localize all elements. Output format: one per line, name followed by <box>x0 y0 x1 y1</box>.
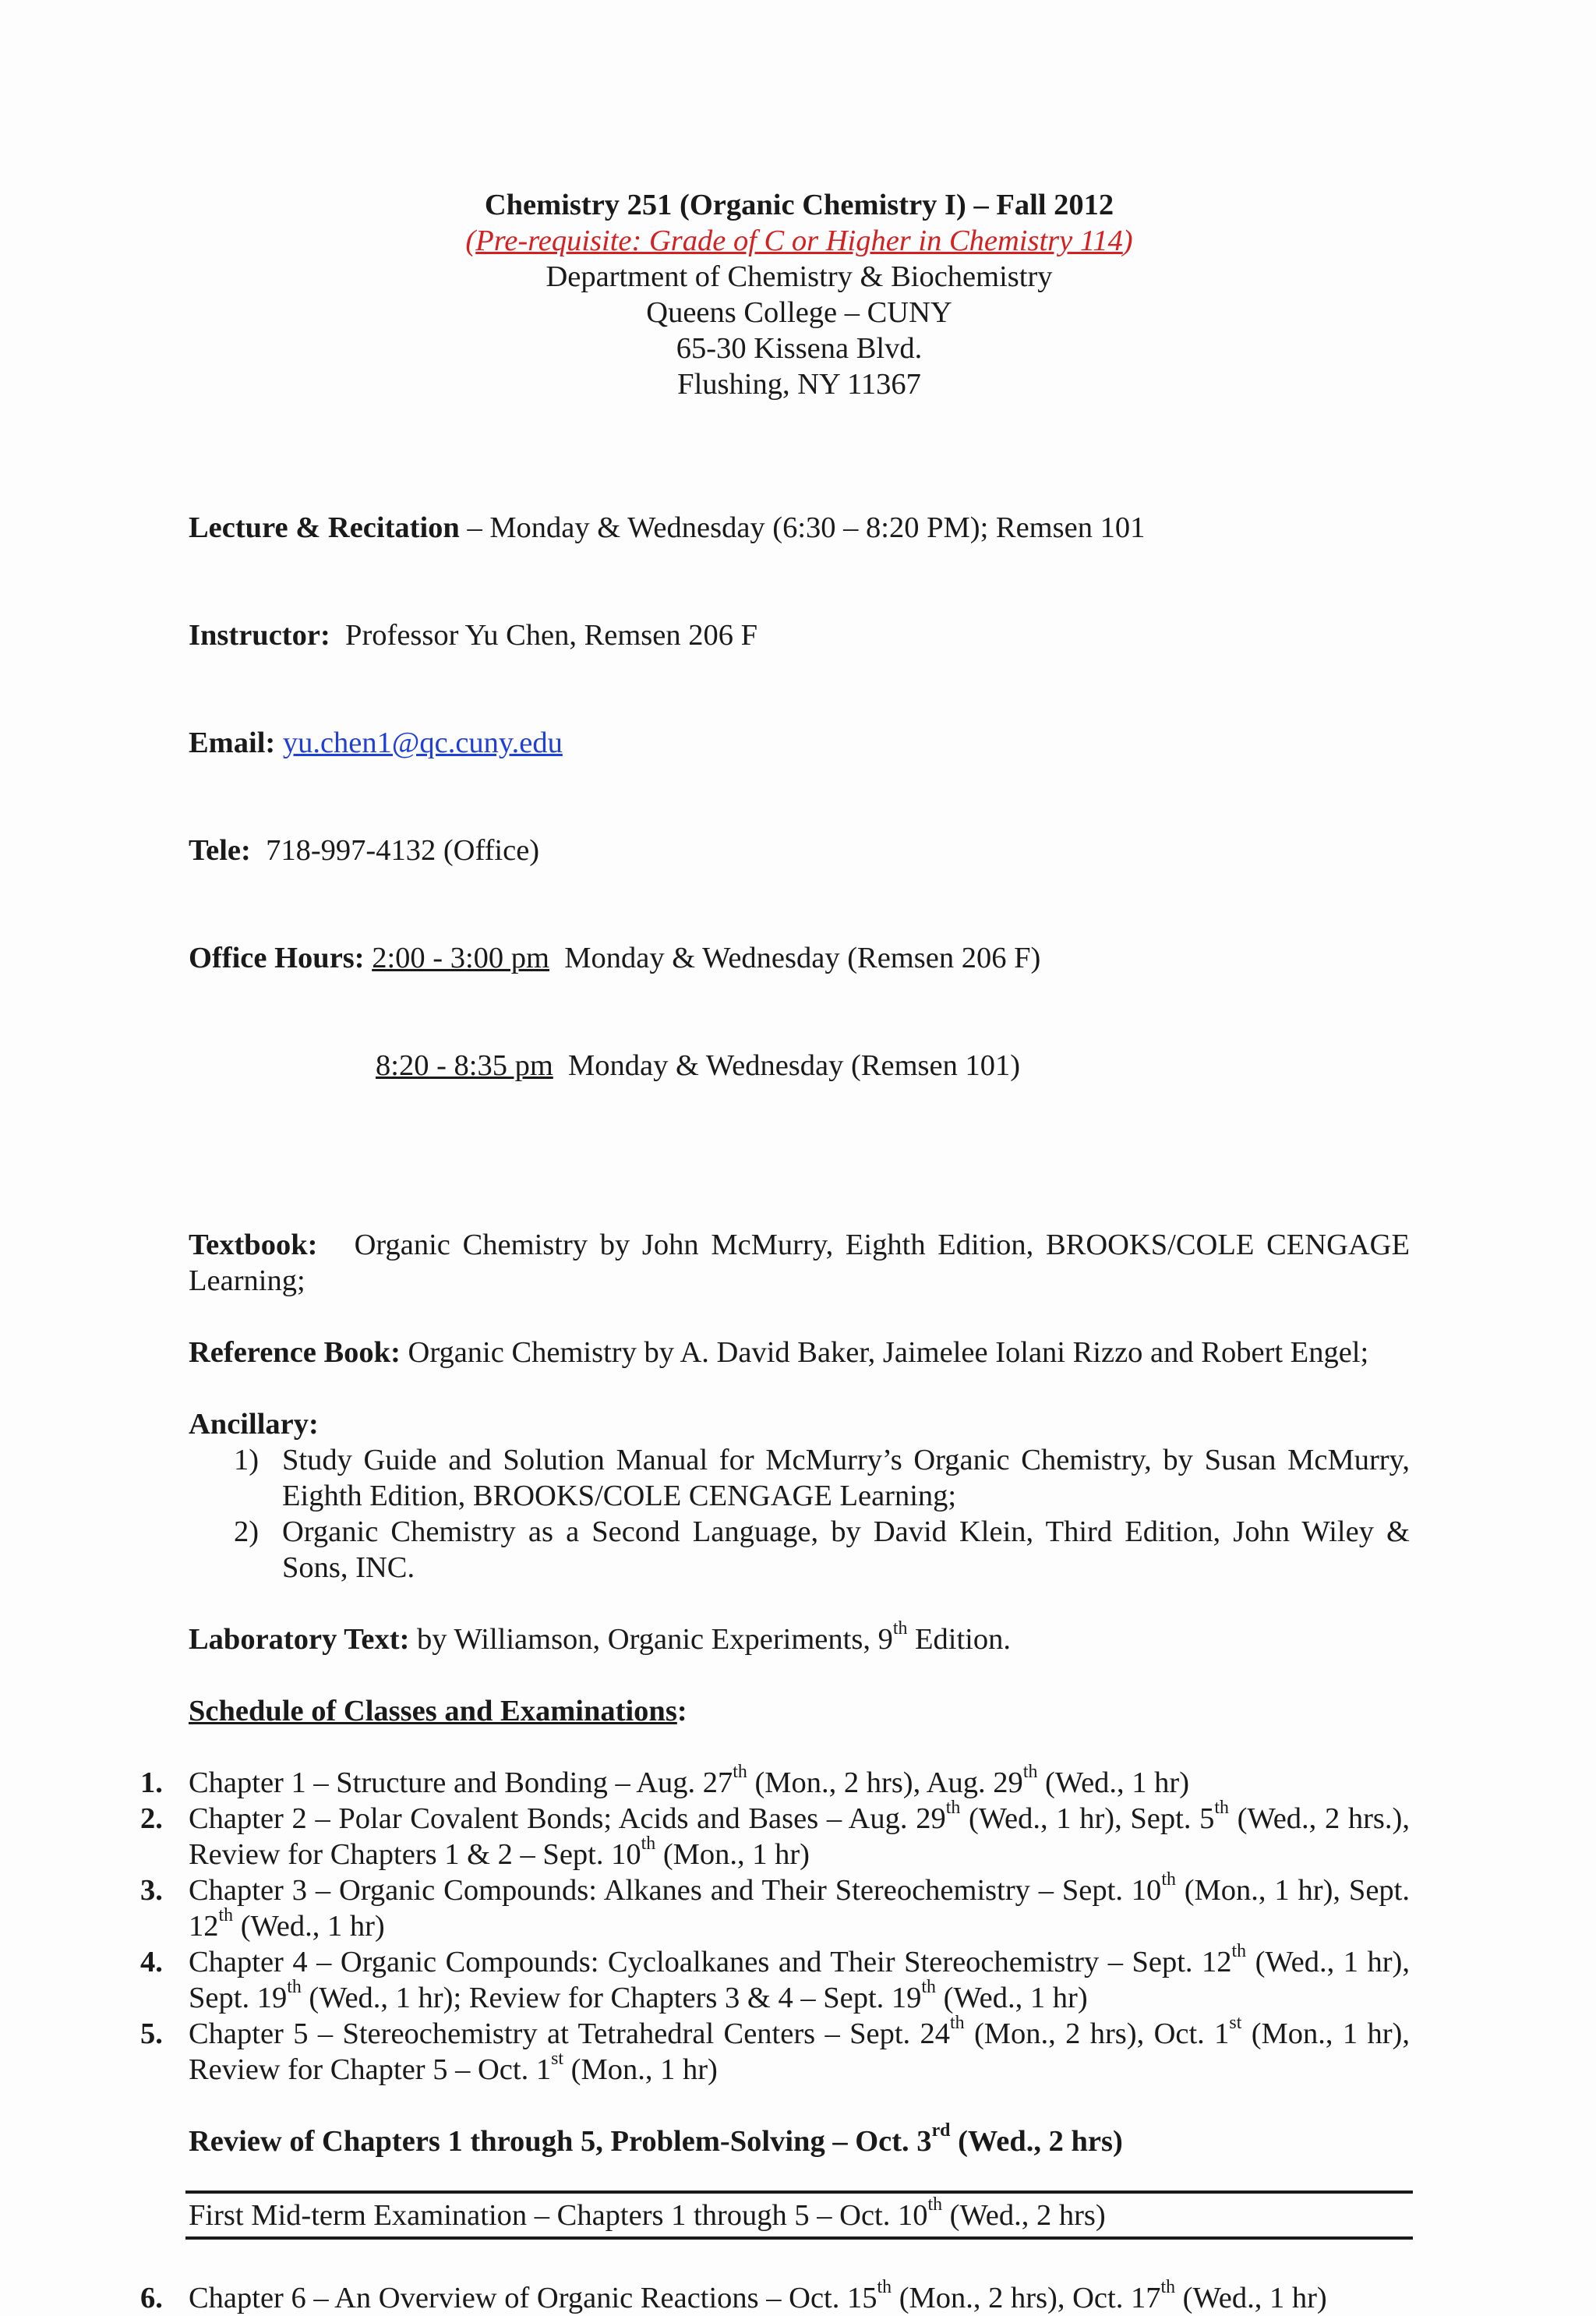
address-college: Queens College – CUNY <box>646 296 952 329</box>
reference-paragraph <box>189 1335 1410 1370</box>
list-item-text: Organic Chemistry as a Second Language, by David Klein, Third Edition, John Wiley & Sons, INC. <box>282 1515 1410 1584</box>
prerequisite-text: Pre-requisite: Grade of C or Higher in Chemistry 114 <box>475 225 1123 257</box>
schedule-item-text: (Wed., 1 hr) <box>233 1910 385 1943</box>
course-header <box>189 187 1410 402</box>
schedule-item-number: 1. <box>140 1766 163 1799</box>
schedule-list <box>140 1761 1410 2088</box>
spacer <box>189 2088 1410 2123</box>
schedule-item-text: Chapter 5 – Stereochemistry at Tetrahedral Centers – Sept. 24 <box>189 2017 951 2050</box>
schedule-item-text: (Mon., 1 hr) <box>563 2053 718 2086</box>
lecture-label: Lecture & Recitation <box>189 511 460 544</box>
superscript: th <box>877 2276 892 2297</box>
exam-text-end: (Wed., 2 hrs) <box>942 2199 1106 2232</box>
schedule-item-text: (Wed., 1 hr) <box>1175 2282 1327 2314</box>
schedule-item <box>140 2012 1410 2088</box>
reference-label: Reference Book: <box>189 1336 401 1369</box>
superscript: th <box>1161 1869 1176 1890</box>
exam-text: First Mid-term Examination – Chapters 1 through 5 – Oct. 10 <box>189 2199 928 2232</box>
textbook-paragraph <box>189 1227 1410 1299</box>
schedule-heading <box>189 1693 1410 1729</box>
schedule-item-text: (Wed., 2 hrs.), Review for Chapters 1 & 2 – Sept. 10 <box>189 1802 1410 1871</box>
schedule-item-number: 2. <box>140 1802 163 1835</box>
schedule-item-text: (Mon., 2 hrs), Oct. 1 <box>964 2017 1230 2050</box>
office-hours-label: Office Hours: <box>189 942 365 974</box>
schedule-heading-text: Schedule of Classes and Examinations <box>189 1695 677 1727</box>
lab-label: Laboratory Text: <box>189 1623 410 1656</box>
lab-value-end: Edition. <box>907 1623 1011 1656</box>
ancillary-list <box>189 1442 1410 1586</box>
lab-text-line <box>189 1618 1410 1657</box>
superscript: th <box>950 2012 965 2033</box>
lecture-value: – Monday & Wednesday (6:30 – 8:20 PM); Remsen 101 <box>459 511 1146 544</box>
spacer <box>189 1729 1410 1765</box>
superscript: th <box>287 1976 302 1997</box>
superscript: rd <box>931 2120 951 2141</box>
lecture-line <box>189 510 1410 546</box>
course-info <box>189 438 1410 1155</box>
address-street: 65-30 Kissena Blvd. <box>676 332 923 365</box>
schedule-item-text: (Mon., 2 hrs), Aug. 29 <box>747 1766 1023 1799</box>
spacer <box>189 2159 1410 2190</box>
lab-value: by Williamson, Organic Experiments, 9 <box>409 1623 893 1656</box>
reference-value: Organic Chemistry by A. David Baker, Jaimelee Iolani Rizzo and Robert Engel; <box>408 1336 1369 1369</box>
syllabus-page <box>140 187 1411 2316</box>
superscript: th <box>927 2194 943 2215</box>
superscript: th <box>1231 1940 1247 1961</box>
schedule-item-text: Chapter 4 – Organic Compounds: Cycloalkanes and Their Stereochemistry – Sept. 12 <box>189 1946 1232 1978</box>
list-number: 1) <box>234 1444 260 1476</box>
schedule-item-text: Chapter 2 – Polar Covalent Bonds; Acids and Bases – Aug. 29 <box>189 1802 946 1835</box>
spacer <box>189 2240 1410 2280</box>
textbook-value: Organic Chemistry by John McMurry, Eighth Edition, BROOKS/COLE CENGAGE Learning; <box>189 1229 1411 1297</box>
list-item <box>189 1514 1410 1586</box>
schedule-item-number: 6. <box>140 2282 163 2314</box>
prerequisite-open: ( <box>465 225 476 257</box>
textbook-label: Textbook: <box>189 1229 318 1261</box>
list-number: 2) <box>234 1515 260 1548</box>
list-item <box>189 1442 1410 1514</box>
review-line <box>189 2120 1410 2159</box>
address-department: Department of Chemistry & Biochemistry <box>546 260 1053 293</box>
instructor-line <box>189 617 1410 653</box>
course-title: Chemistry 251 (Organic Chemistry I) – Fall 2012 <box>484 189 1114 221</box>
spacer <box>189 1155 1410 1227</box>
superscript: th <box>921 1976 936 1997</box>
schedule-item-text: Chapter 3 – Organic Compounds: Alkanes and Their Stereochemistry – Sept. 10 <box>189 1874 1162 1907</box>
midterm-exam-box <box>185 2190 1413 2240</box>
instructor-label: Instructor: <box>189 619 330 652</box>
office-hours-desc: Monday & Wednesday (Remsen 101) <box>553 1049 1021 1082</box>
superscript: st <box>551 2048 564 2069</box>
list-item-text: Study Guide and Solution Manual for McMurry’s Organic Chemistry, by Susan McMurry, Eighth Edition, BROOKS/COLE CENGAGE Learning; <box>282 1444 1410 1512</box>
schedule-item <box>140 1869 1410 1944</box>
schedule-item <box>140 1761 1410 1801</box>
schedule-item-number: 4. <box>140 1946 163 1978</box>
tele-label: Tele: <box>189 834 251 867</box>
schedule-item-text: (Wed., 1 hr) <box>935 1982 1088 2014</box>
spacer <box>189 1299 1410 1335</box>
superscript: th <box>733 1761 747 1782</box>
schedule-list-continued <box>140 2276 1410 2316</box>
schedule-item-text: (Wed., 1 hr) <box>1037 1766 1190 1799</box>
schedule-item-text: (Mon., 2 hrs), Oct. 17 <box>892 2282 1161 2314</box>
schedule-item <box>140 1797 1410 1872</box>
schedule-item-text: (Wed., 1 hr), Sept. 19 <box>189 1946 1410 2014</box>
spacer <box>189 1657 1410 1693</box>
schedule-item-text: (Wed., 1 hr), Sept. 5 <box>960 1802 1215 1835</box>
schedule-item-text: (Mon., 1 hr), Review for Chapter 5 – Oct. 1 <box>189 2017 1410 2086</box>
superscript: th <box>1160 2276 1176 2297</box>
schedule-item-text: (Mon., 1 hr), Sept. 12 <box>189 1874 1410 1943</box>
schedule-item-number: 5. <box>140 2017 163 2050</box>
spacer <box>189 1370 1410 1406</box>
schedule-item-text: Chapter 6 – An Overview of Organic Reactions – Oct. 15 <box>189 2282 877 2314</box>
spacer <box>189 402 1410 438</box>
review-text: Review of Chapters 1 through 5, Problem-Solving – Oct. 3 <box>189 2125 932 2158</box>
prerequisite-note <box>189 223 1410 259</box>
address-city: Flushing, NY 11367 <box>677 368 921 401</box>
office-hours-line-2 <box>189 1048 1410 1084</box>
office-hours-time: 8:20 - 8:35 pm <box>376 1049 553 1082</box>
superscript: th <box>892 1618 908 1639</box>
superscript: th <box>1022 1761 1038 1782</box>
superscript: th <box>641 1833 656 1854</box>
email-link[interactable]: yu.chen1@qc.cuny.edu <box>282 727 563 759</box>
schedule-item <box>140 1940 1410 2016</box>
schedule-item-text: Chapter 1 – Structure and Bonding – Aug. 27 <box>189 1766 733 1799</box>
email-label: Email: <box>189 727 276 759</box>
spacer <box>189 1586 1410 1621</box>
instructor-value: Professor Yu Chen, Remsen 206 F <box>330 619 758 652</box>
superscript: th <box>218 1904 234 1925</box>
email-line <box>189 725 1410 761</box>
tele-line <box>189 833 1410 868</box>
superscript: th <box>945 1797 961 1818</box>
schedule-item-text: (Mon., 1 hr) <box>655 1838 810 1871</box>
schedule-item-text: (Wed., 1 hr); Review for Chapters 3 & 4 – Sept. 19 <box>301 1982 922 2014</box>
prerequisite-close: ) <box>1122 225 1133 257</box>
office-hours-line-1 <box>189 940 1410 976</box>
tele-value: 718-997-4132 (Office) <box>250 834 540 867</box>
review-text-end: (Wed., 2 hrs) <box>950 2125 1123 2158</box>
schedule-item <box>140 2276 1410 2316</box>
office-hours-desc: Monday & Wednesday (Remsen 206 F) <box>549 942 1041 974</box>
schedule-item-number: 3. <box>140 1874 163 1907</box>
superscript: st <box>1229 2012 1242 2033</box>
ancillary-label: Ancillary: <box>189 1408 319 1441</box>
office-hours-time: 2:00 - 3:00 pm <box>372 942 550 974</box>
superscript: th <box>1214 1797 1229 1818</box>
schedule-heading-colon: : <box>676 1695 687 1727</box>
